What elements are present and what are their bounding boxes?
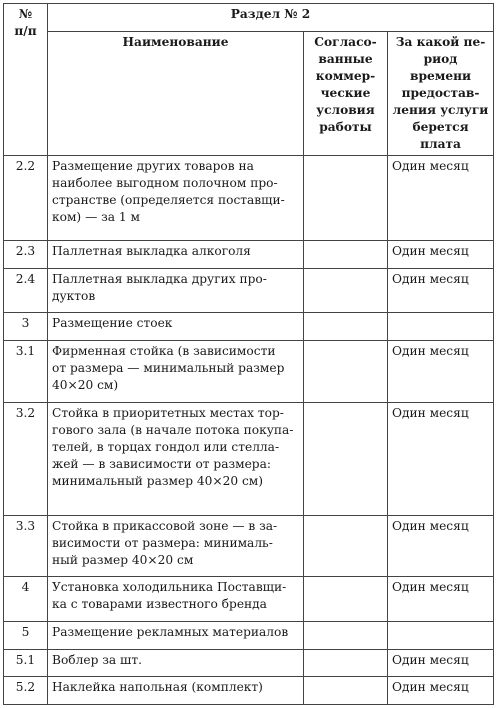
row-period-cell <box>388 515 494 577</box>
row-name: Размещение рекламных материалов <box>52 624 289 639</box>
row-conditions-cell <box>304 402 388 515</box>
row-name: Стойка в прикассовой зоне — в за- висимости от размера: минималь- ный размер 40×20 см <box>52 518 278 567</box>
row-number-cell <box>4 621 48 649</box>
header-name <box>48 32 304 156</box>
row-number: 2.4 <box>15 271 36 286</box>
header-number <box>4 4 48 156</box>
row-name-cell <box>48 268 304 313</box>
row-name: Воблер за шт. <box>52 652 142 667</box>
row-period-cell <box>388 621 494 649</box>
row-name-cell <box>48 649 304 677</box>
row-period-cell <box>388 268 494 313</box>
header-section <box>48 4 494 32</box>
row-period: Один месяц <box>392 518 469 533</box>
row-name: Размещение стоек <box>52 316 173 331</box>
table-row <box>4 341 494 403</box>
row-number-cell <box>4 156 48 241</box>
table-row <box>4 241 494 269</box>
row-number: 3.2 <box>15 405 36 420</box>
header-conditions <box>304 32 388 156</box>
row-name: Размещение других товаров на наиболее выгодном полочном про- странстве (определяется поставщи- ком) — за 1 м <box>52 159 285 224</box>
row-number-cell <box>4 313 48 341</box>
table-row <box>4 649 494 677</box>
row-number: 5 <box>21 624 30 639</box>
row-name: Установка холодильника Поставщи- ка с товарами известного бренда <box>52 580 287 612</box>
row-number-cell <box>4 515 48 577</box>
row-name-cell <box>48 341 304 403</box>
header-period-label: За какой пе- риод времени предостав- ления услуги берется плата <box>392 35 489 151</box>
row-period-cell <box>388 313 494 341</box>
row-number: 2.3 <box>15 244 36 259</box>
table-row <box>4 268 494 313</box>
table-row <box>4 402 494 515</box>
row-period-cell <box>388 577 494 622</box>
row-period-cell <box>388 341 494 403</box>
row-period-cell <box>388 156 494 241</box>
row-period-cell <box>388 677 494 705</box>
row-period-cell <box>388 241 494 269</box>
row-name-cell <box>48 677 304 705</box>
table-row <box>4 621 494 649</box>
row-period: Один месяц <box>392 159 469 173</box>
row-number-cell <box>4 402 48 515</box>
row-number-cell <box>4 341 48 403</box>
header-number-label: № п/п <box>14 7 37 38</box>
row-conditions-cell <box>304 621 388 649</box>
row-period: Один месяц <box>392 680 469 695</box>
table-row <box>4 313 494 341</box>
row-conditions-cell <box>304 241 388 269</box>
header-period <box>388 32 494 156</box>
row-period-cell <box>388 402 494 515</box>
row-conditions-cell <box>304 313 388 341</box>
row-conditions-cell <box>304 649 388 677</box>
row-period-cell <box>388 649 494 677</box>
row-conditions-cell <box>304 341 388 403</box>
services-table <box>3 3 494 705</box>
row-conditions-cell <box>304 515 388 577</box>
row-number: 3.1 <box>15 344 36 359</box>
row-number: 3 <box>21 316 30 331</box>
table-row <box>4 677 494 705</box>
header-conditions-label: Согласо- ванные коммер- ческие условия работы <box>314 35 377 134</box>
row-period: Один месяц <box>392 580 469 595</box>
row-number-cell <box>4 268 48 313</box>
row-name: Наклейка напольная (комплект) <box>52 680 263 695</box>
row-number-cell <box>4 577 48 622</box>
row-conditions-cell <box>304 577 388 622</box>
row-name: Паллетная выкладка других про- дуктов <box>52 271 267 303</box>
row-period: Один месяц <box>392 344 469 359</box>
row-number: 4 <box>21 580 30 595</box>
row-number-cell <box>4 241 48 269</box>
row-number-cell <box>4 649 48 677</box>
row-name-cell <box>48 402 304 515</box>
table-row <box>4 515 494 577</box>
row-number: 5.2 <box>15 680 36 695</box>
row-period: Один месяц <box>392 405 469 420</box>
header-name-label: Наименование <box>122 35 229 49</box>
row-name: Паллетная выкладка алкоголя <box>52 244 251 259</box>
row-period: Один месяц <box>392 271 469 286</box>
row-number: 3.3 <box>15 518 36 533</box>
header-row-columns <box>4 32 494 156</box>
row-number: 2.2 <box>15 159 36 173</box>
row-period: Один месяц <box>392 652 469 667</box>
row-name: Стойка в приоритетных местах тор- гового зала (в начале потока покупа- телей, в торцах гондол или стелла- жей — в зависимости от размера: минимальный размер 40×20 см) <box>52 405 294 488</box>
row-period: Один месяц <box>392 244 469 259</box>
table-row <box>4 156 494 241</box>
row-name-cell <box>48 515 304 577</box>
row-name-cell <box>48 241 304 269</box>
row-conditions-cell <box>304 156 388 241</box>
row-name: Фирменная стойка (в зависимости от размера — минимальный размер 40×20 см) <box>52 344 285 393</box>
row-number: 5.1 <box>15 652 36 667</box>
row-conditions-cell <box>304 677 388 705</box>
row-number-cell <box>4 677 48 705</box>
row-name-cell <box>48 313 304 341</box>
table-row <box>4 577 494 622</box>
row-name-cell <box>48 156 304 241</box>
header-row-section <box>4 4 494 32</box>
row-name-cell <box>48 621 304 649</box>
table-body <box>4 156 494 705</box>
row-conditions-cell <box>304 268 388 313</box>
row-name-cell <box>48 577 304 622</box>
header-section-label: Раздел № 2 <box>230 7 311 21</box>
